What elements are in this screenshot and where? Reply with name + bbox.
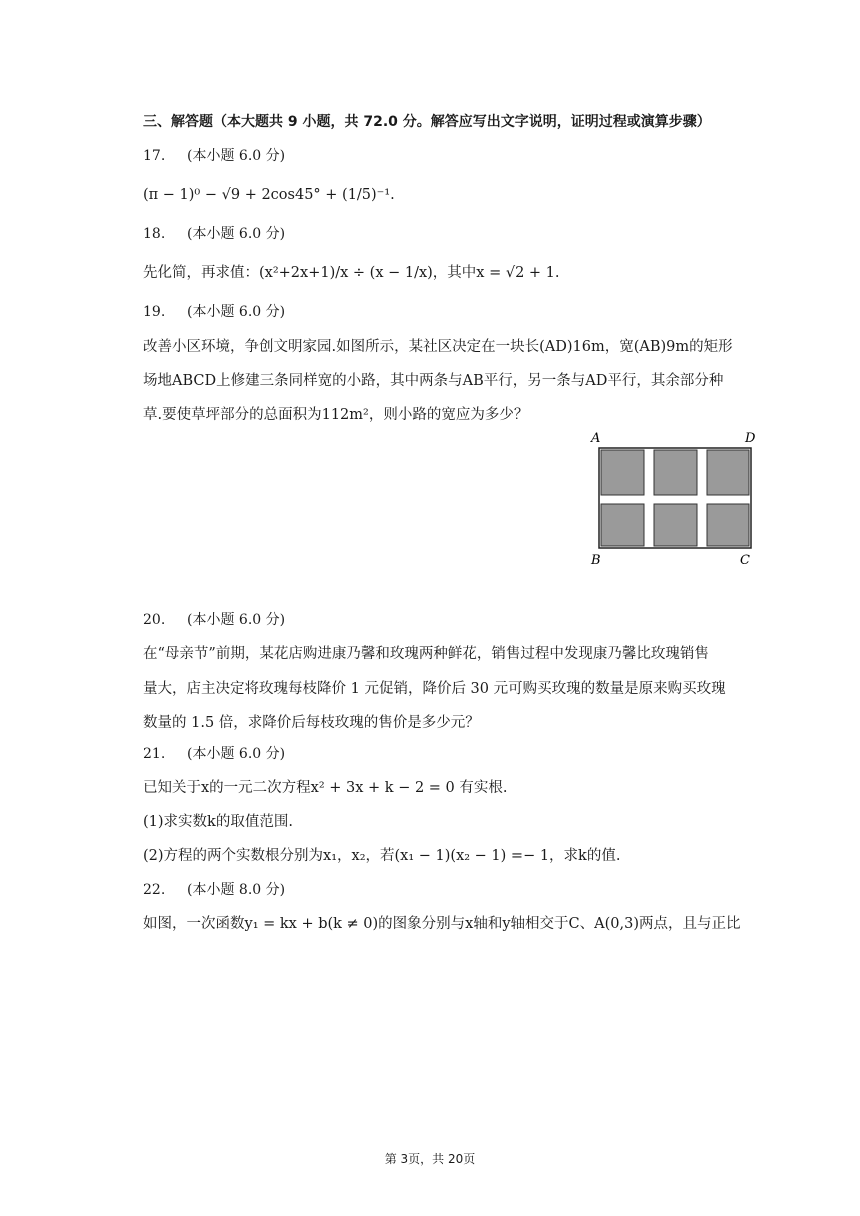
question-20-line-2: 量大，店主决定将玫瑰每枝降价 1 元促销，降价后 30 元可购买玫瑰的数量是原来购买玫瑰 bbox=[143, 681, 726, 697]
question-21-line-1: 已知关于x的一元二次方程x² + 3x + k − 2 = 0 有实根. bbox=[143, 780, 508, 796]
vertex-label-c: C bbox=[740, 553, 750, 568]
lawn-plot bbox=[707, 450, 749, 495]
question-number: 18. bbox=[143, 226, 166, 242]
question-21-header bbox=[143, 744, 285, 764]
lawn-plot bbox=[654, 504, 697, 546]
vertex-label-a: A bbox=[591, 431, 601, 446]
question-19-line-3: 草.要使草坪部分的总面积为112m²，则小路的宽应为多少？ bbox=[143, 407, 529, 423]
question-number: 20. bbox=[143, 612, 166, 628]
question-number: 21. bbox=[143, 746, 166, 762]
lawn-plot bbox=[707, 504, 749, 546]
page-footer: 第 3页，共 20页 bbox=[384, 1152, 476, 1166]
question-score: (本小题 6.0 分) bbox=[187, 612, 286, 628]
question-20-line-3: 数量的 1.5 倍，求降价后每枝玫瑰的售价是多少元？ bbox=[143, 715, 480, 731]
question-21-line-2: (1)求实数k的取值范围. bbox=[143, 814, 293, 830]
question-score: (本小题 6.0 分) bbox=[187, 148, 286, 164]
question-20-header bbox=[143, 610, 285, 630]
question-score: (本小题 6.0 分) bbox=[187, 304, 286, 320]
vertex-label-d: D bbox=[745, 431, 756, 446]
question-21-line-3: (2)方程的两个实数根分别为x₁，x₂，若(x₁ − 1)(x₂ − 1) =− 1，求k的值. bbox=[143, 848, 621, 864]
question-number: 19. bbox=[143, 304, 166, 320]
question-score: (本小题 6.0 分) bbox=[187, 226, 286, 242]
question-19-line-2: 场地ABCD上修建三条同样宽的小路，其中两条与AB平行，另一条与AD平行，其余部分种 bbox=[143, 373, 724, 389]
lawn-plot bbox=[601, 450, 644, 495]
question-19-header bbox=[143, 302, 285, 322]
field-diagram bbox=[585, 430, 760, 570]
question-17-header bbox=[143, 146, 285, 166]
lawn-plot bbox=[601, 504, 644, 546]
question-22-header bbox=[143, 880, 285, 900]
question-number: 17. bbox=[143, 148, 166, 164]
question-18-body: 先化简，再求值：(x²+2x+1)/x ÷ (x − 1/x)，其中x = √2 + 1. bbox=[143, 265, 560, 281]
question-19-line-1: 改善小区环境，争创文明家园.如图所示，某社区决定在一块长(AD)16m，宽(AB)9m的矩形 bbox=[143, 339, 733, 355]
question-score: (本小题 8.0 分) bbox=[187, 882, 286, 898]
question-score: (本小题 6.0 分) bbox=[187, 746, 286, 762]
question-22-line-1: 如图，一次函数y₁ = kx + b(k ≠ 0)的图象分别与x轴和y轴相交于C、A(0,3)两点，且与正比 bbox=[143, 916, 741, 932]
question-20-line-1: 在“母亲节”前期，某花店购进康乃馨和玫瑰两种鲜花，销售过程中发现康乃馨比玫瑰销售 bbox=[143, 646, 709, 662]
vertex-label-b: B bbox=[591, 553, 601, 568]
question-18-header bbox=[143, 224, 285, 244]
question-number: 22. bbox=[143, 882, 166, 898]
section-title: 三、解答题（本大题共 9 小题，共 72.0 分。解答应写出文字说明，证明过程或演算步骤） bbox=[143, 114, 711, 130]
question-17-body: (π − 1)⁰ − √9 + 2cos45° + (1/5)⁻¹. bbox=[143, 187, 395, 203]
lawn-plot bbox=[654, 450, 697, 495]
